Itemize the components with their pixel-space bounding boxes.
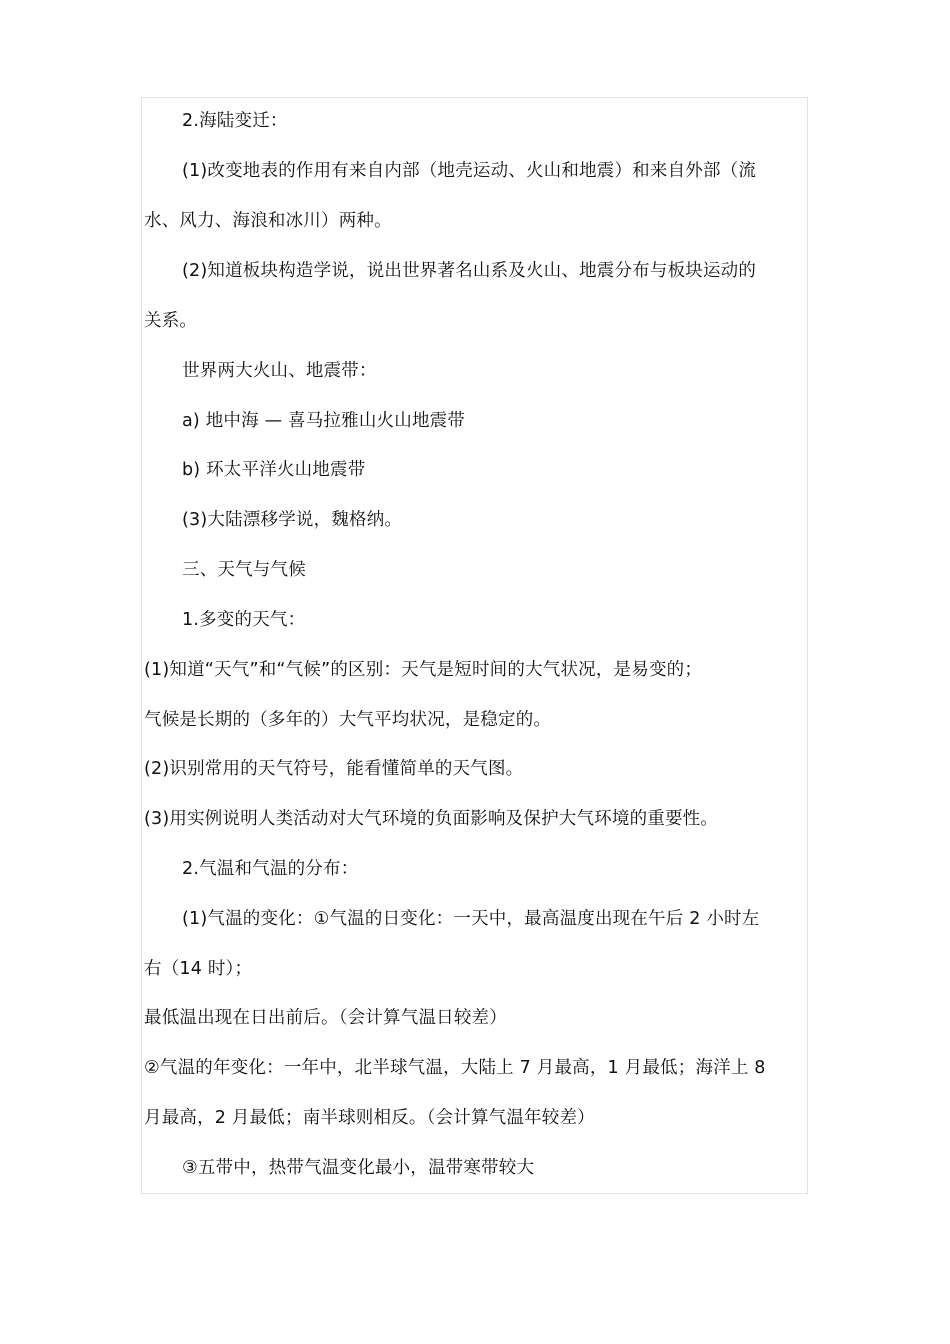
section-heading-sea-land-change: 2.海陆变迁： — [182, 111, 288, 131]
paragraph-line: ②气温的年变化：一年中，北半球气温，大陆上 7 月最高，1 月最低；海洋上 8 — [144, 1058, 766, 1078]
paragraph-line: 水、风力、海浪和冰川）两种。 — [144, 211, 392, 231]
paragraph-line: (2)知道板块构造学说，说出世界著名山系及火山、地震分布与板块运动的 — [182, 261, 757, 281]
paragraph-line: (1)改变地表的作用有来自内部（地壳运动、火山和地震）和来自外部（流 — [182, 161, 757, 181]
paragraph-line: (1)气温的变化：①气温的日变化：一天中，最高温度出现在午后 2 小时左 — [182, 909, 760, 929]
paragraph-line: (3)大陆漂移学说，魏格纳。 — [182, 510, 403, 530]
list-item: b) 环太平洋火山地震带 — [182, 460, 366, 480]
paragraph-line: 关系。 — [144, 311, 198, 331]
subsection-heading-temperature: 2.气温和气温的分布： — [182, 859, 359, 879]
paragraph-line: (2)识别常用的天气符号，能看懂简单的天气图。 — [144, 759, 524, 779]
paragraph-line: ③五带中，热带气温变化最小，温带寒带较大 — [182, 1158, 535, 1178]
paragraph-line: 世界两大火山、地震带： — [182, 361, 377, 381]
paragraph-line: 气候是长期的（多年的）大气平均状况，是稳定的。 — [144, 710, 552, 730]
subsection-heading-weather: 1.多变的天气： — [182, 610, 306, 630]
paragraph-line: (1)知道“天气”和“气候”的区别：天气是短时间的大气状况，是易变的； — [144, 660, 703, 680]
paragraph-line: (3)用实例说明人类活动对大气环境的负面影响及保护大气环境的重要性。 — [144, 809, 719, 829]
paragraph-line: 右（14 时）； — [144, 959, 253, 979]
section-heading-weather-climate: 三、天气与气候 — [182, 560, 306, 580]
paragraph-line: 最低温出现在日出前后。（会计算气温日较差） — [144, 1008, 507, 1028]
paragraph-line: 月最高，2 月最低；南半球则相反。（会计算气温年较差） — [144, 1108, 595, 1128]
list-item: a) 地中海 — 喜马拉雅山火山地震带 — [182, 411, 466, 431]
